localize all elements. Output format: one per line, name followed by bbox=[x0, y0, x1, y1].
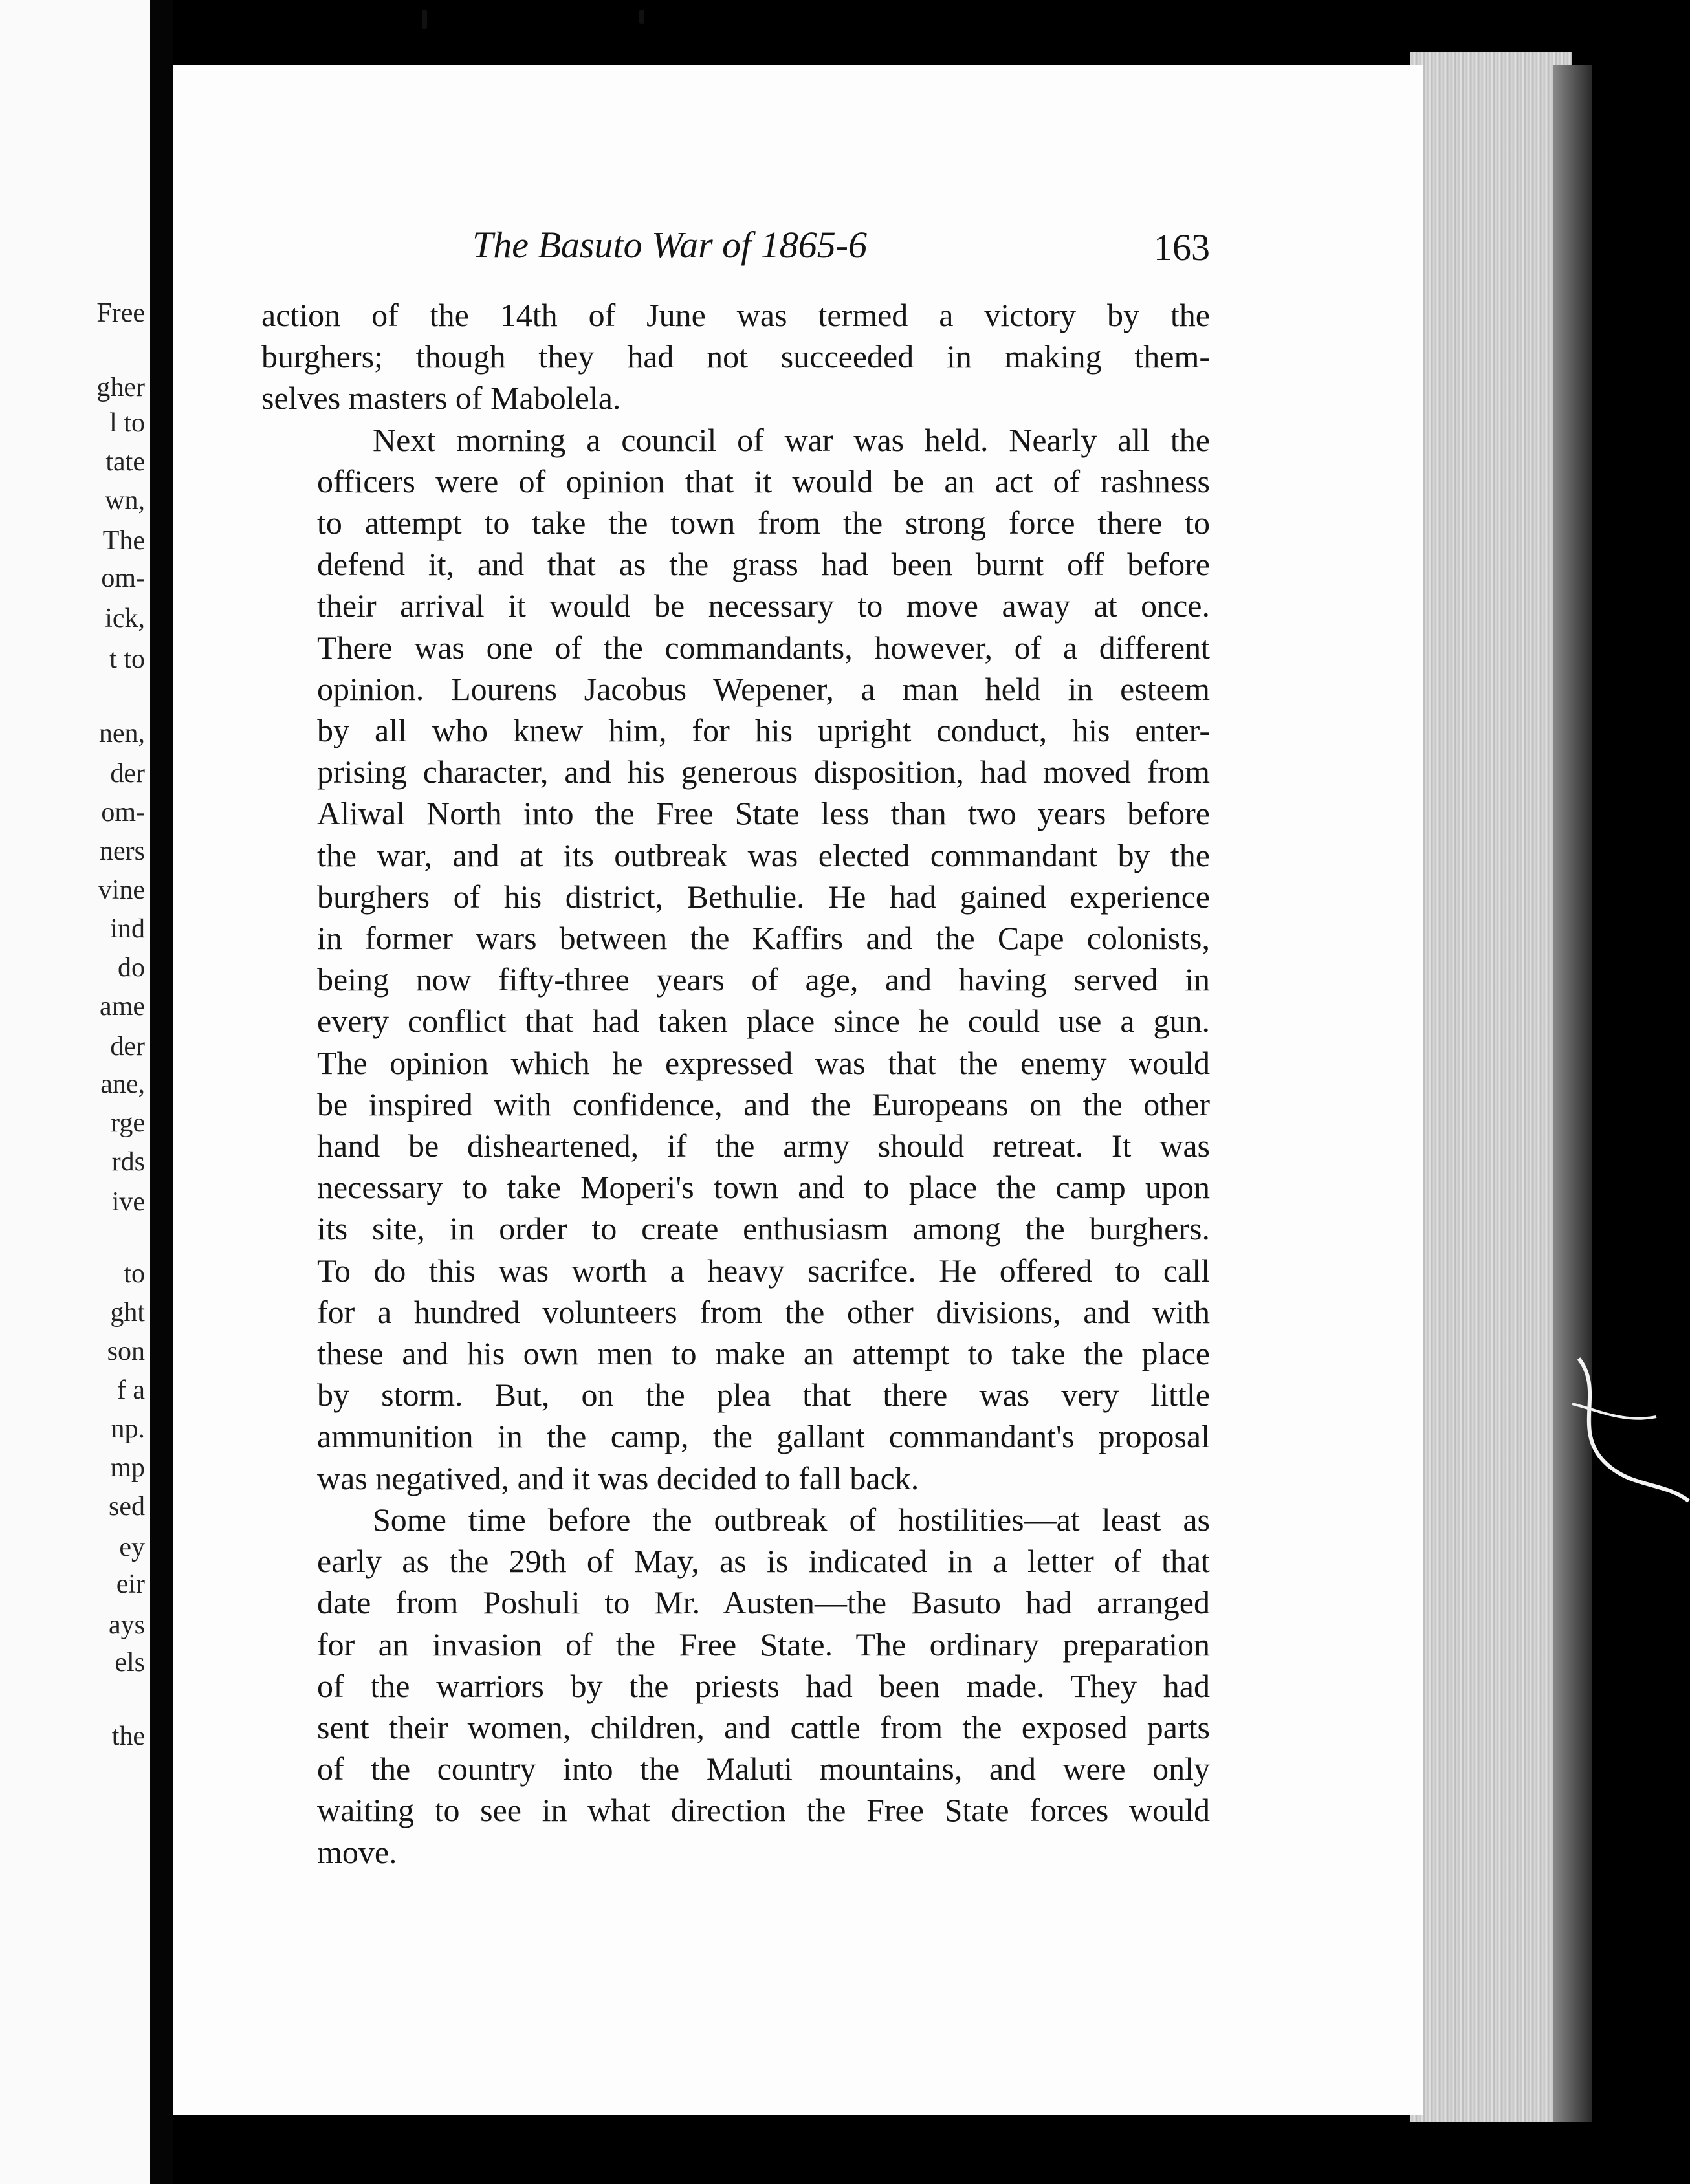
text-line: the war, and at its outbreak was elected commandant by the bbox=[317, 836, 1210, 873]
facing-page-fragment: Free bbox=[96, 298, 145, 328]
text-line: The opinion which he expressed was that the enemy would bbox=[317, 1044, 1210, 1081]
scratch-mark bbox=[1566, 1352, 1690, 1520]
text-line: action of the 14th of June was termed a victory by the bbox=[261, 297, 1210, 333]
paragraph bbox=[261, 1499, 1210, 1873]
text-line: defend it, and that as the grass had been burnt off before bbox=[317, 546, 1210, 583]
text-line: be inspired with confidence, and the Europeans on the other bbox=[317, 1086, 1210, 1122]
text-line: opinion. Lourens Jacobus Wepener, a man held in esteem bbox=[317, 670, 1210, 707]
text-line: of the country into the Maluti mountains, and were only bbox=[317, 1751, 1210, 1787]
facing-page bbox=[0, 0, 150, 2184]
facing-page-fragment: sed bbox=[109, 1492, 145, 1522]
scan-mark bbox=[422, 10, 427, 29]
text-line: for an invasion of the Free State. The ordinary preparation bbox=[317, 1626, 1210, 1663]
facing-page-fragment: f a bbox=[116, 1375, 145, 1405]
page-number: 163 bbox=[1154, 226, 1210, 268]
facing-page-fragment: do bbox=[118, 953, 145, 983]
scan-mark bbox=[639, 10, 644, 24]
facing-page-fragment: der bbox=[110, 759, 145, 789]
facing-page-fragment: om- bbox=[101, 563, 145, 593]
facing-page-fragment: ght bbox=[110, 1298, 145, 1327]
text-line: hand be disheartened, if the army should retreat. It was bbox=[317, 1128, 1210, 1164]
text-line: was negatived, and it was decided to fall back. bbox=[317, 1459, 919, 1496]
facing-page-fragment: ive bbox=[111, 1187, 145, 1217]
text-line: burghers; though they had not succeeded in making them- bbox=[261, 338, 1210, 375]
facing-page-fragment: gher bbox=[96, 373, 145, 402]
page-edges bbox=[1410, 52, 1572, 2122]
facing-page-fragment: vine bbox=[98, 875, 145, 905]
text-line: their arrival it would be necessary to move away at once. bbox=[317, 587, 1210, 624]
text-line: ammunition in the camp, the gallant commandant's proposal bbox=[317, 1418, 1210, 1455]
facing-page-fragment: eir bbox=[116, 1569, 145, 1599]
text-line: to attempt to take the town from the strong force there to bbox=[317, 505, 1210, 541]
facing-page-fragment: nen, bbox=[98, 719, 145, 748]
facing-page-fragment: t to bbox=[109, 644, 145, 674]
text-line: officers were of opinion that it would be an act of rashness bbox=[317, 463, 1210, 499]
text-line: sent their women, children, and cattle from the exposed parts bbox=[317, 1709, 1210, 1745]
text-line: There was one of the commandants, however, of a different bbox=[317, 629, 1210, 666]
text-line: selves masters of Mabolela. bbox=[261, 380, 621, 417]
facing-page-fragment: to bbox=[124, 1259, 145, 1289]
text-line: Some time before the outbreak of hostilities—at least as bbox=[373, 1501, 1210, 1538]
paragraph bbox=[261, 419, 1210, 1499]
facing-page-fragment: ind bbox=[110, 914, 145, 944]
text-line: being now fifty-three years of age, and having served in bbox=[317, 961, 1210, 998]
facing-page-fragment: the bbox=[111, 1721, 145, 1751]
text-line: Aliwal North into the Free State less than two years before bbox=[317, 795, 1210, 832]
facing-page-fragment: ick, bbox=[105, 604, 145, 633]
text-line: waiting to see in what direction the Free State forces would bbox=[317, 1792, 1210, 1829]
text-line: its site, in order to create enthusiasm among the burghers. bbox=[317, 1210, 1210, 1247]
facing-page-fragment: l to bbox=[109, 408, 145, 438]
facing-page-fragment: der bbox=[110, 1032, 145, 1062]
facing-page-fragment: rge bbox=[111, 1108, 145, 1138]
facing-page-fragment: om- bbox=[101, 798, 145, 827]
facing-page-fragment: tate bbox=[105, 447, 145, 477]
facing-page-fragment: son bbox=[107, 1337, 145, 1366]
facing-page-fragment: The bbox=[102, 526, 145, 556]
text-line: early as the 29th of May, as is indicated in a letter of that bbox=[317, 1543, 1210, 1580]
paragraph bbox=[261, 294, 1210, 419]
text-line: prising character, and his generous disposition, had moved from bbox=[317, 754, 1210, 791]
text-line: move. bbox=[317, 1833, 397, 1870]
text-line: date from Poshuli to Mr. Austen—the Basuto had arranged bbox=[317, 1584, 1210, 1621]
text-line: by all who knew him, for his upright conduct, his enter- bbox=[317, 712, 1210, 749]
running-head bbox=[472, 223, 1210, 275]
facing-page-fragment: ners bbox=[100, 836, 145, 866]
text-line: of the warriors by the priests had been made. They had bbox=[317, 1667, 1210, 1704]
facing-page-fragment: ame bbox=[100, 992, 145, 1021]
text-line: To do this was worth a heavy sacrifce. He offered to call bbox=[317, 1252, 1210, 1289]
text-line: burghers of his district, Bethulie. He had gained experience bbox=[317, 878, 1210, 915]
running-title: The Basuto War of 1865-6 bbox=[472, 224, 868, 266]
facing-page-fragment: np. bbox=[111, 1414, 145, 1444]
text-line: every conflict that had taken place since he could use a gun. bbox=[317, 1003, 1210, 1040]
facing-page-fragment: mp bbox=[110, 1453, 145, 1483]
facing-page-fragment: ays bbox=[109, 1610, 145, 1640]
text-line: for a hundred volunteers from the other divisions, and with bbox=[317, 1293, 1210, 1330]
text-line: these and his own men to make an attempt to take the place bbox=[317, 1335, 1210, 1372]
facing-page-fragment: ane, bbox=[100, 1069, 145, 1099]
facing-page-fragment: rds bbox=[111, 1147, 145, 1177]
text-line: in former wars between the Kaffirs and the Cape colonists, bbox=[317, 920, 1210, 957]
text-line: by storm. But, on the plea that there was very little bbox=[317, 1377, 1210, 1414]
body-text bbox=[261, 294, 1210, 1873]
facing-page-fragment: wn, bbox=[105, 486, 145, 516]
text-line: necessary to take Moperi's town and to place the camp upon bbox=[317, 1169, 1210, 1206]
book-gutter bbox=[150, 0, 173, 2184]
page-edge-shadow bbox=[1553, 65, 1592, 2122]
facing-page-fragment: els bbox=[115, 1648, 145, 1677]
facing-page-fragment: ey bbox=[119, 1533, 145, 1562]
text-line: Next morning a council of war was held. Nearly all the bbox=[373, 421, 1210, 458]
